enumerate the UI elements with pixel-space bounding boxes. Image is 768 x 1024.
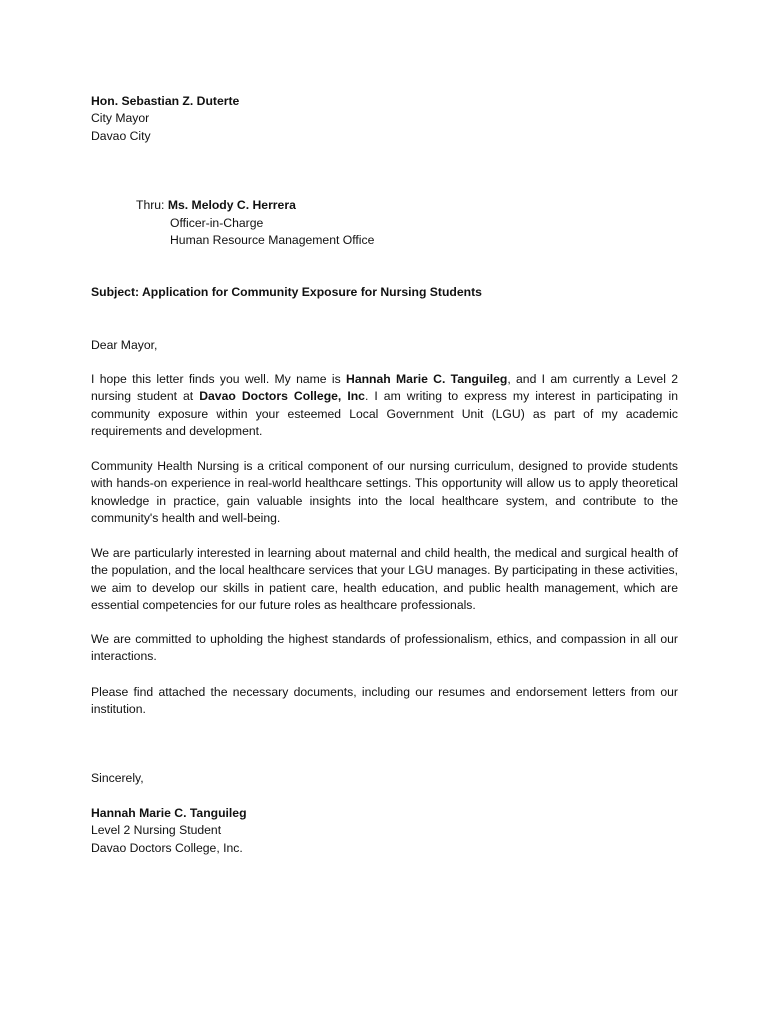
signature-school: Davao Doctors College, Inc. [91, 840, 243, 855]
recipient-location: Davao City [91, 128, 151, 143]
paragraph-5: Please find attached the necessary documents, including our resumes and endorsement letters from our institution. [91, 685, 678, 717]
signature-title: Level 2 Nursing Student [91, 823, 222, 838]
subject-line: Subject: Application for Community Exposure for Nursing Students [91, 285, 482, 299]
thru-block [136, 197, 374, 250]
paragraph-4: We are committed to upholding the highest standards of professionalism, ethics, and compassion in all our interactions. [91, 632, 678, 664]
thru-title: Officer-in-Charge [170, 215, 264, 230]
recipient-title: City Mayor [91, 111, 150, 126]
paragraph-2: Community Health Nursing is a critical component of our nursing curriculum, designed to provide students with hands-on experience in real-world healthcare settings. This opportunity will allow us to apply theoretical knowledge in practice, gain valuable insights into the local healthcare system, and contribute to the community's health and well-being. [91, 459, 678, 525]
paragraph-1-name: Hannah Marie C. Tanguileg [346, 372, 508, 386]
thru-name: Ms. Melody C. Herrera [167, 198, 296, 212]
thru-label: Thru: [136, 198, 165, 212]
paragraph-1-part1: I hope this letter finds you well. My name is [91, 372, 347, 386]
recipient-block [91, 93, 678, 145]
signature-block [91, 805, 678, 857]
salutation: Dear Mayor, [91, 338, 158, 352]
paragraph-1-part2: , and I am currently a Level 2 nursing student at [91, 372, 678, 404]
closing: Sincerely, [91, 771, 144, 785]
paragraph-3: We are particularly interested in learning about maternal and child health, the medical and surgical health of the population, and the local healthcare services that your LGU manages. By participating in these activities, we aim to develop our skills in patient care, health education, and public health management, which are essential competencies for our future roles as healthcare professionals. [91, 546, 678, 612]
signature-name: Hannah Marie C. Tanguileg [91, 806, 247, 820]
thru-office: Human Resource Management Office [170, 233, 375, 247]
paragraph-1-school: Davao Doctors College, Inc [199, 389, 365, 404]
paragraph-1-part3: . I am writing to express my interest in participating in community exposure within your esteemed Local Government Unit (LGU) as part of my academic requirements and development. [91, 389, 678, 438]
recipient-name: Hon. Sebastian Z. Duterte [91, 94, 240, 108]
paragraph-1 [91, 371, 678, 440]
